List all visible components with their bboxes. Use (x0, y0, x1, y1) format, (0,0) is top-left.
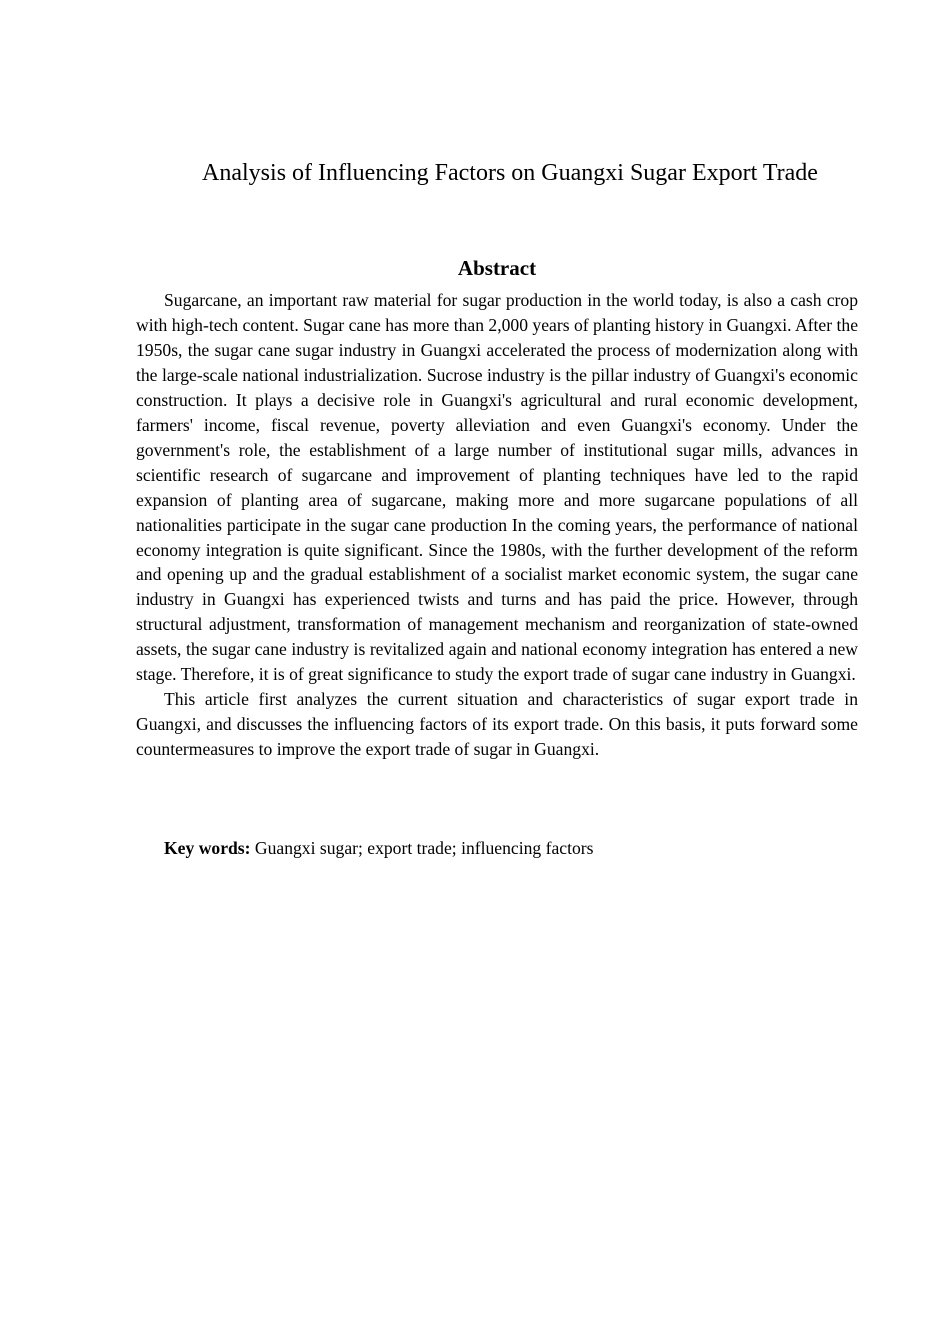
abstract-heading: Abstract (457, 256, 537, 280)
keywords-label: Key words: (164, 838, 251, 858)
abstract-body (136, 288, 858, 762)
keywords-line (136, 836, 858, 861)
abstract-paragraph: Sugarcane, an important raw material for sugar production in the world today, is also a cash crop with high-tech content. Sugar cane has more than 2,000 years of planting history in Guangxi. After the 1950s, the sugar cane sugar industry in Guangxi accelerated the process of modernization along with the large-scale national industrialization. Sucrose industry is the pillar industry of Guangxi's economic construction. It plays a decisive role in Guangxi's agricultural and rural economic development, farmers' income, fiscal revenue, poverty alleviation and even Guangxi's economy. Under the government's role, the establishment of a large number of institutional sugar mills, advances in scientific research of sugarcane and improvement of planting techniques have led to the rapid expansion of planting area of sugarcane, making more and more sugarcane populations of all nationalities participate in the sugar cane production In the coming years, the performance of national economy integration is quite significant. Since the 1980s, with the further development of the reform and opening up and the gradual establishment of a socialist market economic system, the sugar cane industry in Guangxi has experienced twists and turns and has paid the price. However, through structural adjustment, transformation of management mechanism and reorganization of state-owned assets, the sugar cane industry is revitalized again and national economy integration has entered a new stage. Therefore, it is of great significance to study the export trade of sugar cane industry in Guangxi. (136, 290, 858, 685)
abstract-paragraph: This article first analyzes the current situation and characteristics of sugar export trade in Guangxi, and discusses the influencing factors of its export trade. On this basis, it puts forward some countermeasures to improve the export trade of sugar in Guangxi. (136, 689, 858, 760)
document-title: Analysis of Influencing Factors on Guangxi Sugar Export Trade (202, 160, 818, 186)
keywords-text: Guangxi sugar; export trade; influencing factors (250, 838, 594, 858)
